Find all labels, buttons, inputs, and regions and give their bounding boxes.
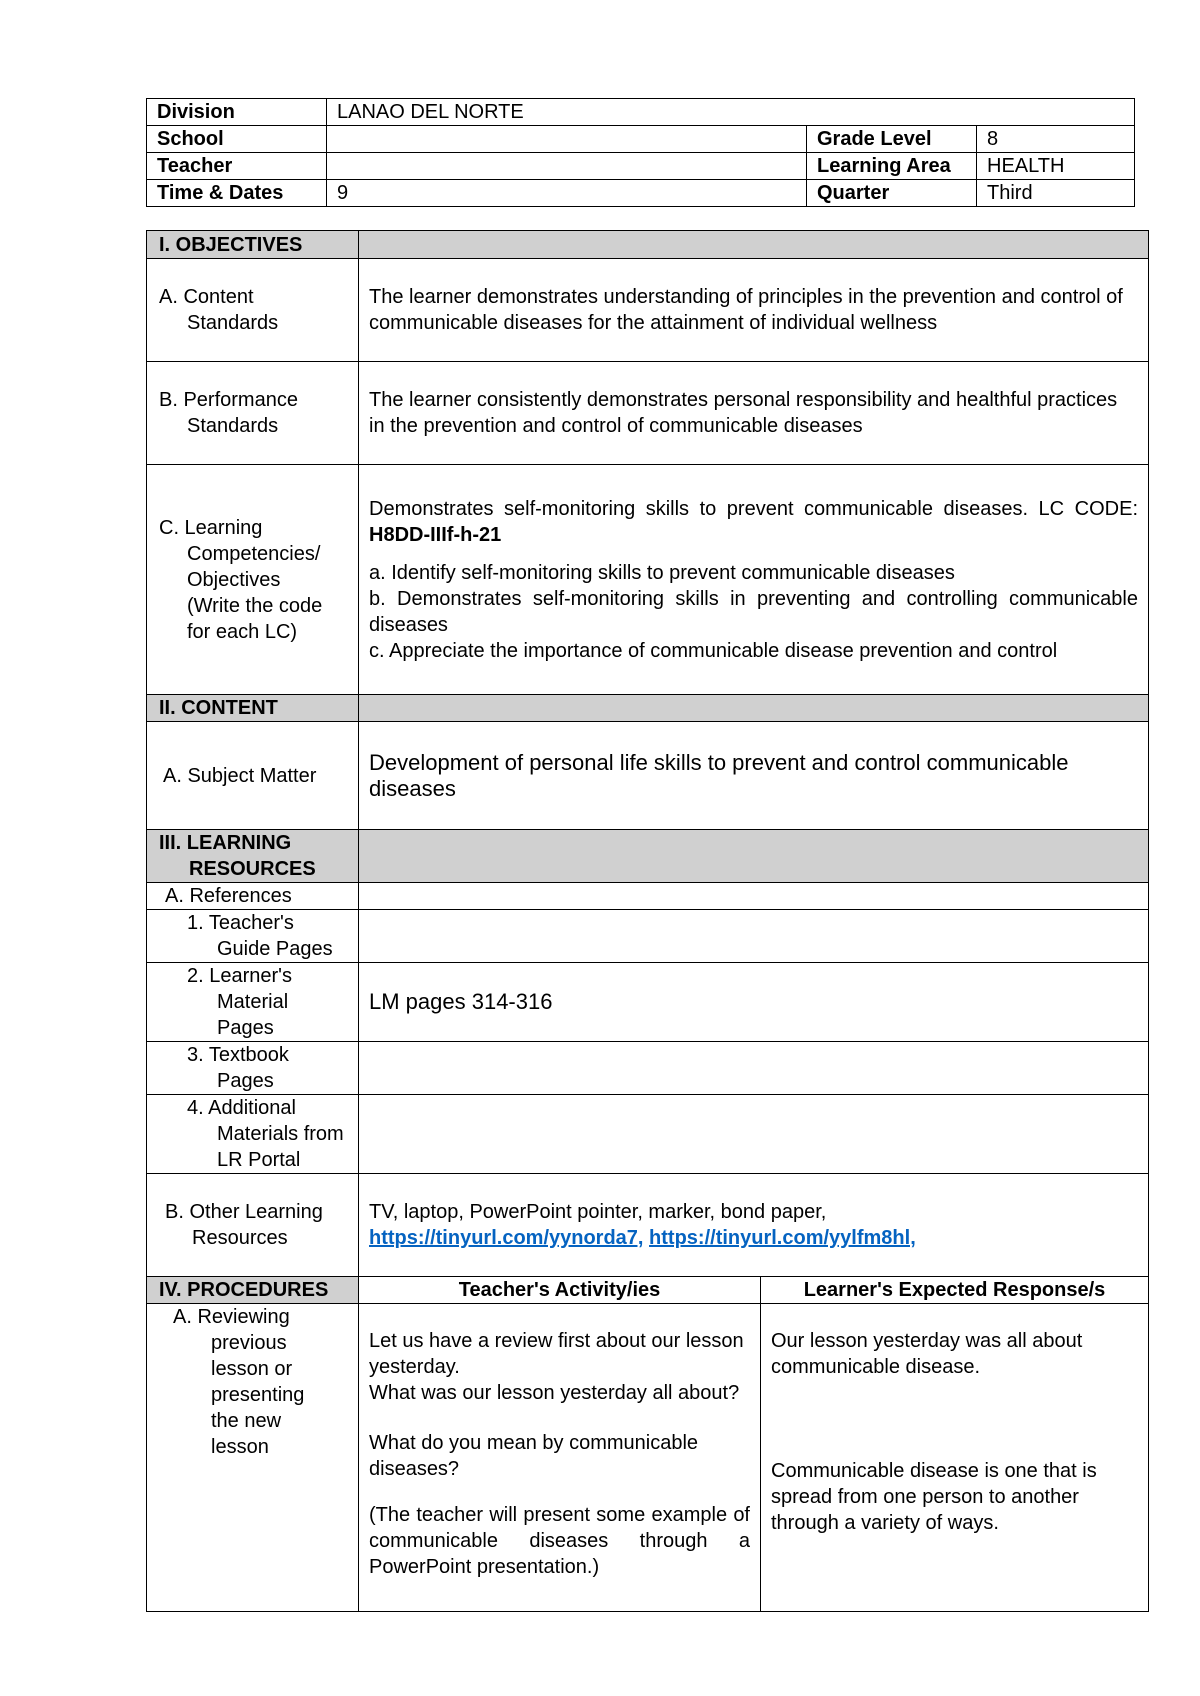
subject-matter-row (147, 722, 1149, 830)
resources-section-row (147, 830, 1149, 883)
learner-line-1: Our lesson yesterday was all about communicable disease. (771, 1330, 1083, 1378)
teacher-line-4: (The teacher will present some example of communicable diseases through a PowerPoint presentation.) (369, 1504, 750, 1578)
content-standards-row (147, 259, 1149, 362)
teacher-value (327, 153, 807, 180)
references-row (147, 883, 1149, 910)
time-dates-value: 9 (327, 180, 807, 207)
objective-a: a. Identify self-monitoring skills to prevent communicable diseases (369, 561, 955, 584)
performance-standards-row (147, 362, 1149, 465)
content-section-row (147, 695, 1149, 722)
teacher-label: Teacher (147, 153, 327, 180)
resource-link-1[interactable]: https://tinyurl.com/yynorda7, (369, 1227, 644, 1249)
procedures-heading: IV. PROCEDURES (147, 1277, 359, 1304)
subject-matter-label: A. Subject Matter (147, 722, 359, 830)
school-value (327, 126, 807, 153)
subject-matter-text: Development of personal life skills to prevent and control communicable diseases (359, 722, 1149, 830)
objectives-heading: I. OBJECTIVES (147, 231, 359, 259)
competencies-text (359, 465, 1149, 695)
learners-material-value: LM pages 314-316 (359, 963, 1149, 1042)
resource-link-2[interactable]: https://tinyurl.com/yylfm8hl, (649, 1227, 916, 1249)
objective-b: b. Demonstrates self-monitoring skills in preventing and controlling communicable diseases (369, 587, 1138, 636)
learners-material-row (147, 963, 1149, 1042)
step-a-label: A. Reviewing previous lesson or presenting the new lesson (147, 1304, 359, 1612)
procedures-section-row (147, 1277, 1149, 1304)
quarter-value: Third (977, 180, 1135, 207)
division-value: LANAO DEL NORTE (327, 99, 1135, 126)
competencies-row (147, 465, 1149, 695)
teacher-line-1: Let us have a review first about our lesson yesterday. (369, 1330, 744, 1378)
objective-c: c. Appreciate the importance of communicable disease prevention and control (369, 639, 1058, 662)
teacher-row (147, 153, 1135, 180)
teachers-guide-label: 1. Teacher's Guide Pages (147, 910, 359, 963)
school-row (147, 126, 1135, 153)
grade-level-value: 8 (977, 126, 1135, 153)
division-label: Division (147, 99, 327, 126)
learning-area-label: Learning Area (807, 153, 977, 180)
content-standards-text: The learner demonstrates understanding of principles in the prevention and control of communicable diseases for the attainment of individual wellness (359, 259, 1149, 362)
lesson-plan-table (146, 230, 1149, 1612)
lc-code: H8DD-IIIf-h-21 (369, 523, 502, 546)
learners-material-label: 2. Learner's Material Pages (147, 963, 359, 1042)
teacher-activity-cell (359, 1304, 761, 1612)
grade-level-label: Grade Level (807, 126, 977, 153)
header-table (146, 98, 1135, 207)
teachers-guide-row (147, 910, 1149, 963)
time-dates-row (147, 180, 1135, 207)
teacher-column-header: Teacher's Activity/ies (359, 1277, 761, 1304)
division-row (147, 99, 1135, 126)
performance-standards-label: B. Performance Standards (147, 362, 359, 465)
content-standards-label: A. Content Standards (147, 259, 359, 362)
school-label: School (147, 126, 327, 153)
learner-line-2: Communicable disease is one that is spread from one person to another through a variety of ways. (771, 1460, 1097, 1534)
procedure-step-a-row (147, 1304, 1149, 1612)
content-heading: II. CONTENT (147, 695, 359, 722)
references-label: A. References (147, 883, 359, 910)
other-resources-text: TV, laptop, PowerPoint pointer, marker, bond paper, https://tinyurl.com/yynorda7, https://tinyurl.com/yylfm8hl, (359, 1174, 1149, 1277)
learning-area-value: HEALTH (977, 153, 1135, 180)
additional-materials-label: 4. Additional Materials from LR Portal (147, 1095, 359, 1174)
competency-statement: Demonstrates self-monitoring skills to prevent communicable diseases. LC CODE: (369, 497, 1138, 520)
objectives-section-row (147, 231, 1149, 259)
textbook-label: 3. Textbook Pages (147, 1042, 359, 1095)
other-resources-label: B. Other Learning Resources (147, 1174, 359, 1277)
teacher-line-3: What do you mean by communicable diseases? (369, 1432, 699, 1480)
learner-response-cell (761, 1304, 1149, 1612)
competencies-label: C. Learning Competencies/ Objectives (Write the code for each LC) (147, 465, 359, 695)
textbook-row (147, 1042, 1149, 1095)
teacher-line-2: What was our lesson yesterday all about? (369, 1382, 740, 1404)
other-resources-row (147, 1174, 1149, 1277)
resources-heading: III. LEARNING RESOURCES (147, 830, 359, 883)
time-dates-label: Time & Dates (147, 180, 327, 207)
learner-column-header: Learner's Expected Response/s (761, 1277, 1149, 1304)
additional-materials-row (147, 1095, 1149, 1174)
performance-standards-text: The learner consistently demonstrates personal responsibility and healthful practices in the prevention and control of communicable diseases (359, 362, 1149, 465)
quarter-label: Quarter (807, 180, 977, 207)
